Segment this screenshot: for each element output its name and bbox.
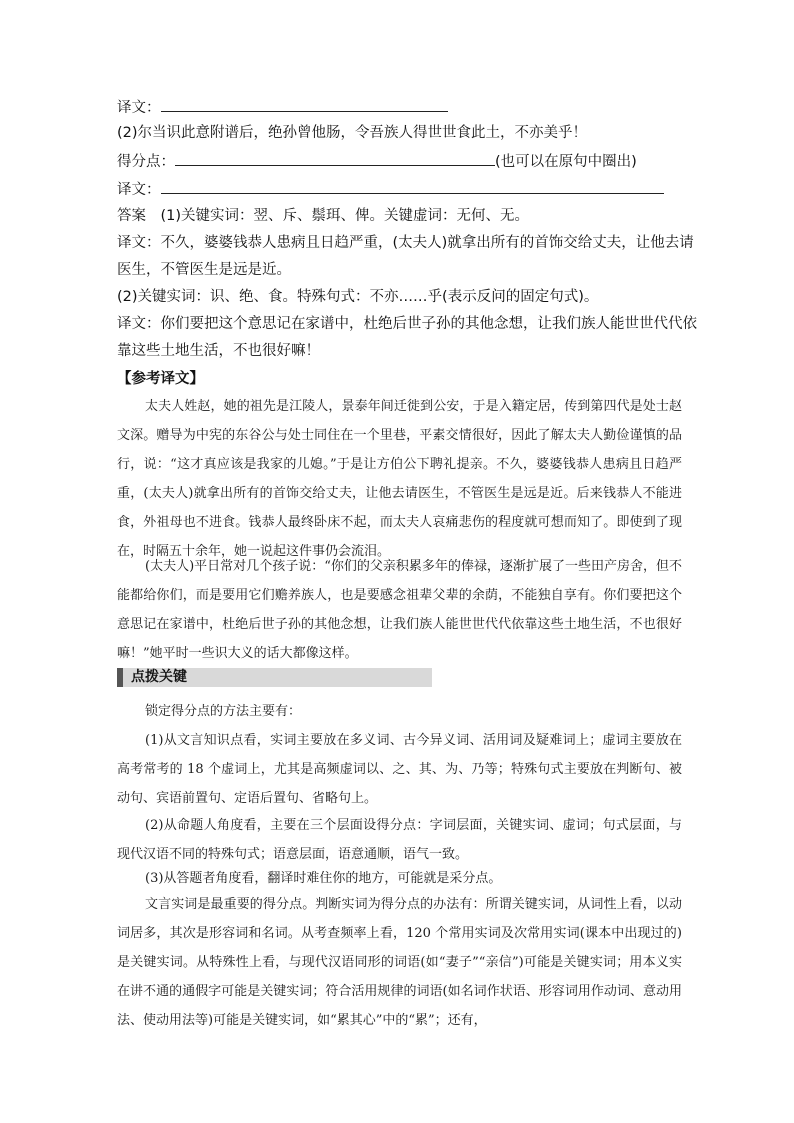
- answer-line-4: (2)关键实词：识、绝、食。特殊句式：不亦……乎(表示反问的固定句式)。: [117, 289, 599, 305]
- answer-line-3: 医生，不管医生是远是近。: [117, 262, 291, 278]
- tips-paragraph-3: (3)从答题者角度看，翻译时难住你的地方，可能就是采分点。: [145, 871, 502, 886]
- tips-paragraph-2: (2)从命题人角度看，主要在三个层面设得分点：字词层面，关键实词、虚词；句式层面，与现代汉语不同的特殊句式；语意层面，语意通顺，语气一致。: [117, 818, 682, 862]
- tips-paragraph-1: (1)从文言知识点看，实词主要放在多义词、古今异义词、活用词及疑难词上；虚词主要放在高考常考的 18 个虚词上，尤其是高频虚词以、之、其、为、乃等；特殊句式主要放在判断句、被动句、宾语前置句、定语后置句、省略句上。: [117, 733, 682, 806]
- question-sentence-2: (2)尔当识此意附谱后，绝孙曾他肠，令吾族人得世世食此土，不亦美乎！: [117, 125, 588, 141]
- section-header-bar: [117, 668, 432, 687]
- translation-line-2: [117, 179, 682, 200]
- scoring-point-label: 得分点：: [117, 154, 175, 170]
- translation-line-1: [117, 97, 682, 118]
- answer-line-6: 靠这些土地生活，不也很好嘛！: [117, 343, 320, 359]
- answer-line-1: 答案 (1)关键实词：翌、斥、鬃珥、俾。关键虚词：无何、无。: [117, 208, 530, 224]
- tips-intro: 锁定得分点的方法主要有：: [145, 704, 302, 719]
- scoring-point-line: [117, 151, 682, 172]
- translation-blank-2: [161, 179, 664, 194]
- answer-blank: [161, 97, 448, 112]
- reference-paragraph-2: (太夫人)平日常对几个孩子说：“你们的父亲积累多年的俸禄，逐渐扩展了一些田产房舍，但不能都给你们，而是要用它们赡养族人，也是要感念祖辈父辈的余荫，不能独自享有。你们要把这个意思记在家谱中，杜绝后世子孙的其他念想，让我们族人能世世代代依靠这些土地生活，不也很好嘛！”她平时一些识大义的话大都像这样。: [117, 559, 682, 661]
- scoring-point-hint: (也可以在原句中圈出): [495, 154, 637, 170]
- section-title: 点拨关键: [131, 669, 187, 685]
- scoring-point-blank: [175, 151, 495, 166]
- reference-heading: 【参考译文】: [117, 371, 204, 387]
- translation-label: 译文：: [117, 100, 161, 116]
- tips-paragraph-4: 文言实词是最重要的得分点。判断实词为得分点的办法有：所谓关键实词，从词性上看，以动词居多，其次是形容词和名词。从考查频率上看，120 个常用实词及次常用实词(课本中出现过的)是关键实词。从特殊性上看，与现代汉语同形的词语(如“妻子”“亲信”)可能是关键实词；用本义实在讲不通的通假字可能是关键实词；符合活用规律的词语(如名词作状语、形容词用作动词、意动用法、使动用法等)可能是关键实词，如“累其心”中的“累”；还有，: [117, 897, 682, 1028]
- section-marker: [117, 668, 123, 687]
- reference-paragraph-1: 太夫人姓赵，她的祖先是江陵人，景泰年间迁徙到公安，于是入籍定居，传到第四代是处士赵文深。赠导为中宪的东谷公与处士同住在一个里巷，平素交情很好，因此了解太夫人勤俭谨慎的品行，说：“这才真应该是我家的儿媳。”于是让方伯公下聘礼提亲。不久，婆婆钱恭人患病且日趋严重，(太夫人)就拿出所有的首饰交给丈夫，让他去请医生，不管医生是远是近。后来钱恭人不能进食，外祖母也不进食。钱恭人最终卧床不起，而太夫人哀痛悲伤的程度就可想而知了。即使到了现在，时隔五十余年，她一说起这件事仍会流泪。: [117, 399, 682, 559]
- translation-label-2: 译文：: [117, 182, 161, 198]
- answer-line-2: 译文：不久，婆婆钱恭人患病且日趋严重，(太夫人)就拿出所有的首饰交给丈夫，让他去请: [117, 235, 694, 251]
- answer-line-5: 译文：你们要把这个意思记在家谱中，杜绝后世子孙的其他念想，让我们族人能世世代代依: [117, 316, 697, 332]
